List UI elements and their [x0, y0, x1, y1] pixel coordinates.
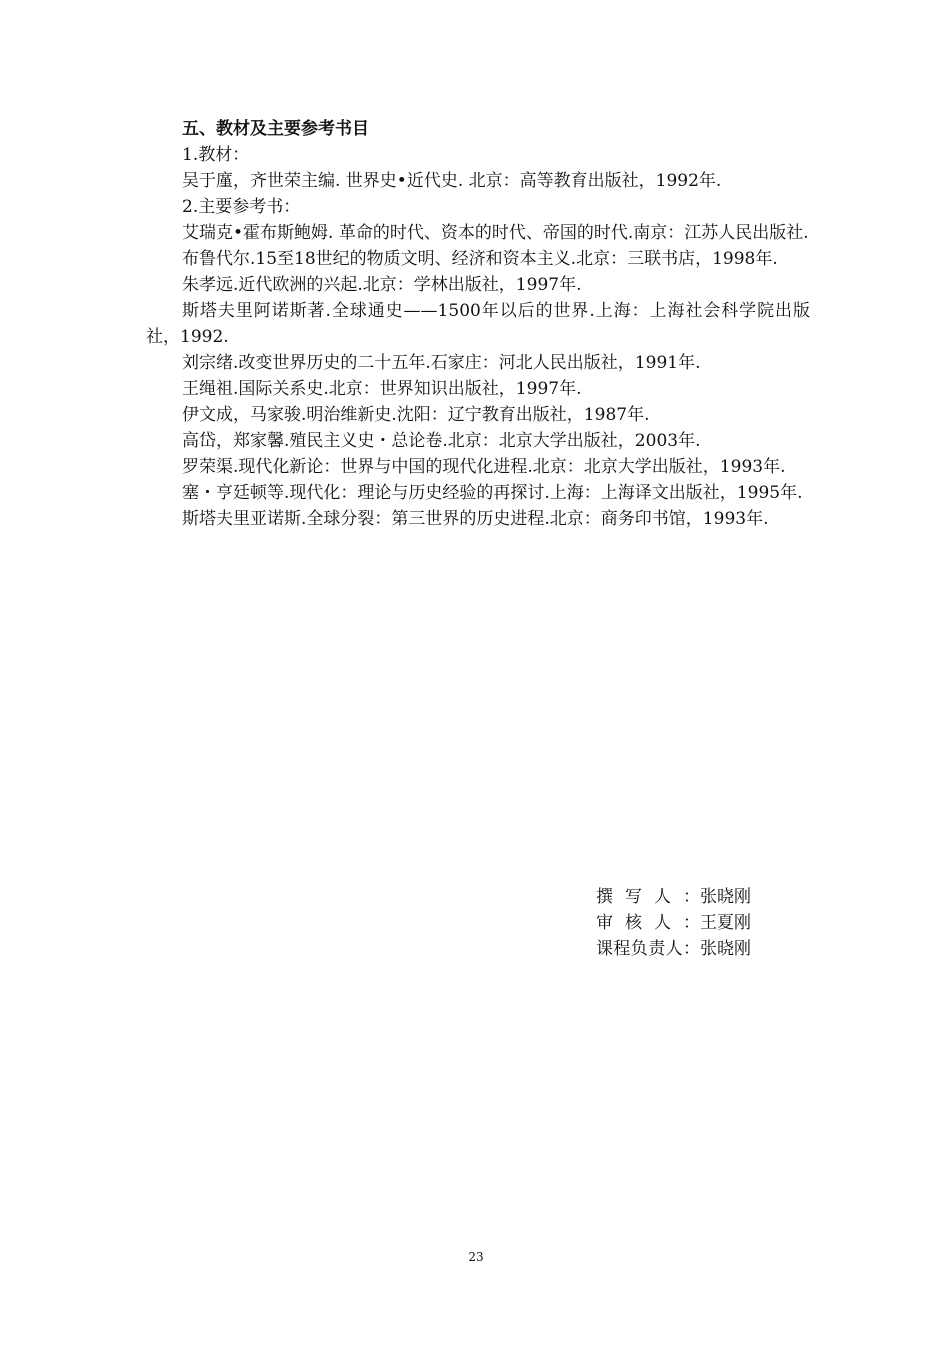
section-title: 五、教材及主要参考书目	[182, 119, 369, 139]
reference-item: 斯塔夫里阿诺斯著.全球通史——1500年以后的世界.上海：上海社会科学院出版社，1992.	[146, 301, 810, 347]
page-number: 23	[468, 1250, 484, 1264]
textbook-entry: 吴于廑，齐世荣主编. 世界史•近代史. 北京：高等教育出版社，1992年.	[182, 171, 722, 191]
reference-item: 伊文成，马家骏.明治维新史.沈阳：辽宁教育出版社，1987年.	[182, 405, 650, 425]
reference-item: 刘宗绪.改变世界历史的二十五年.石家庄：河北人民出版社，1991年.	[182, 353, 701, 373]
reference-item: 塞・亨廷顿等.现代化：理论与历史经验的再探讨.上海：上海译文出版社，1995年.	[182, 483, 803, 503]
owner-label: 课程负责人：	[596, 939, 700, 959]
reference-item: 斯塔夫里亚诺斯.全球分裂：第三世界的历史进程.北京：商务印书馆，1993年.	[182, 509, 769, 529]
owner-name: 张晓刚	[700, 939, 751, 959]
main-content	[146, 116, 810, 532]
reference-item: 高岱，郑家馨.殖民主义史・总论卷.北京：北京大学出版社，2003年.	[182, 431, 701, 451]
reference-item: 艾瑞克•霍布斯鲍姆. 革命的时代、资本的时代、帝国的时代.南京：江苏人民出版社.	[182, 223, 809, 243]
writer-label: 撰写人：	[596, 887, 700, 907]
reference-item: 布鲁代尔.15至18世纪的物质文明、经济和资本主义.北京：三联书店，1998年.	[182, 249, 778, 269]
reviewer-label: 审核人：	[596, 913, 700, 933]
reviewer-row	[596, 910, 751, 936]
references-heading: 2.主要参考书：	[182, 197, 301, 217]
writer-name: 张晓刚	[700, 887, 751, 907]
reference-item: 王绳祖.国际关系史.北京：世界知识出版社，1997年.	[182, 379, 582, 399]
reference-item: 朱孝远.近代欧洲的兴起.北京：学林出版社，1997年.	[182, 275, 582, 295]
signature-block	[596, 884, 751, 962]
writer-row	[596, 884, 751, 910]
reviewer-name: 王夏刚	[700, 913, 751, 933]
textbook-heading: 1.教材：	[182, 145, 250, 165]
reference-item: 罗荣渠.现代化新论：世界与中国的现代化进程.北京：北京大学出版社，1993年.	[182, 457, 786, 477]
owner-row	[596, 936, 751, 962]
